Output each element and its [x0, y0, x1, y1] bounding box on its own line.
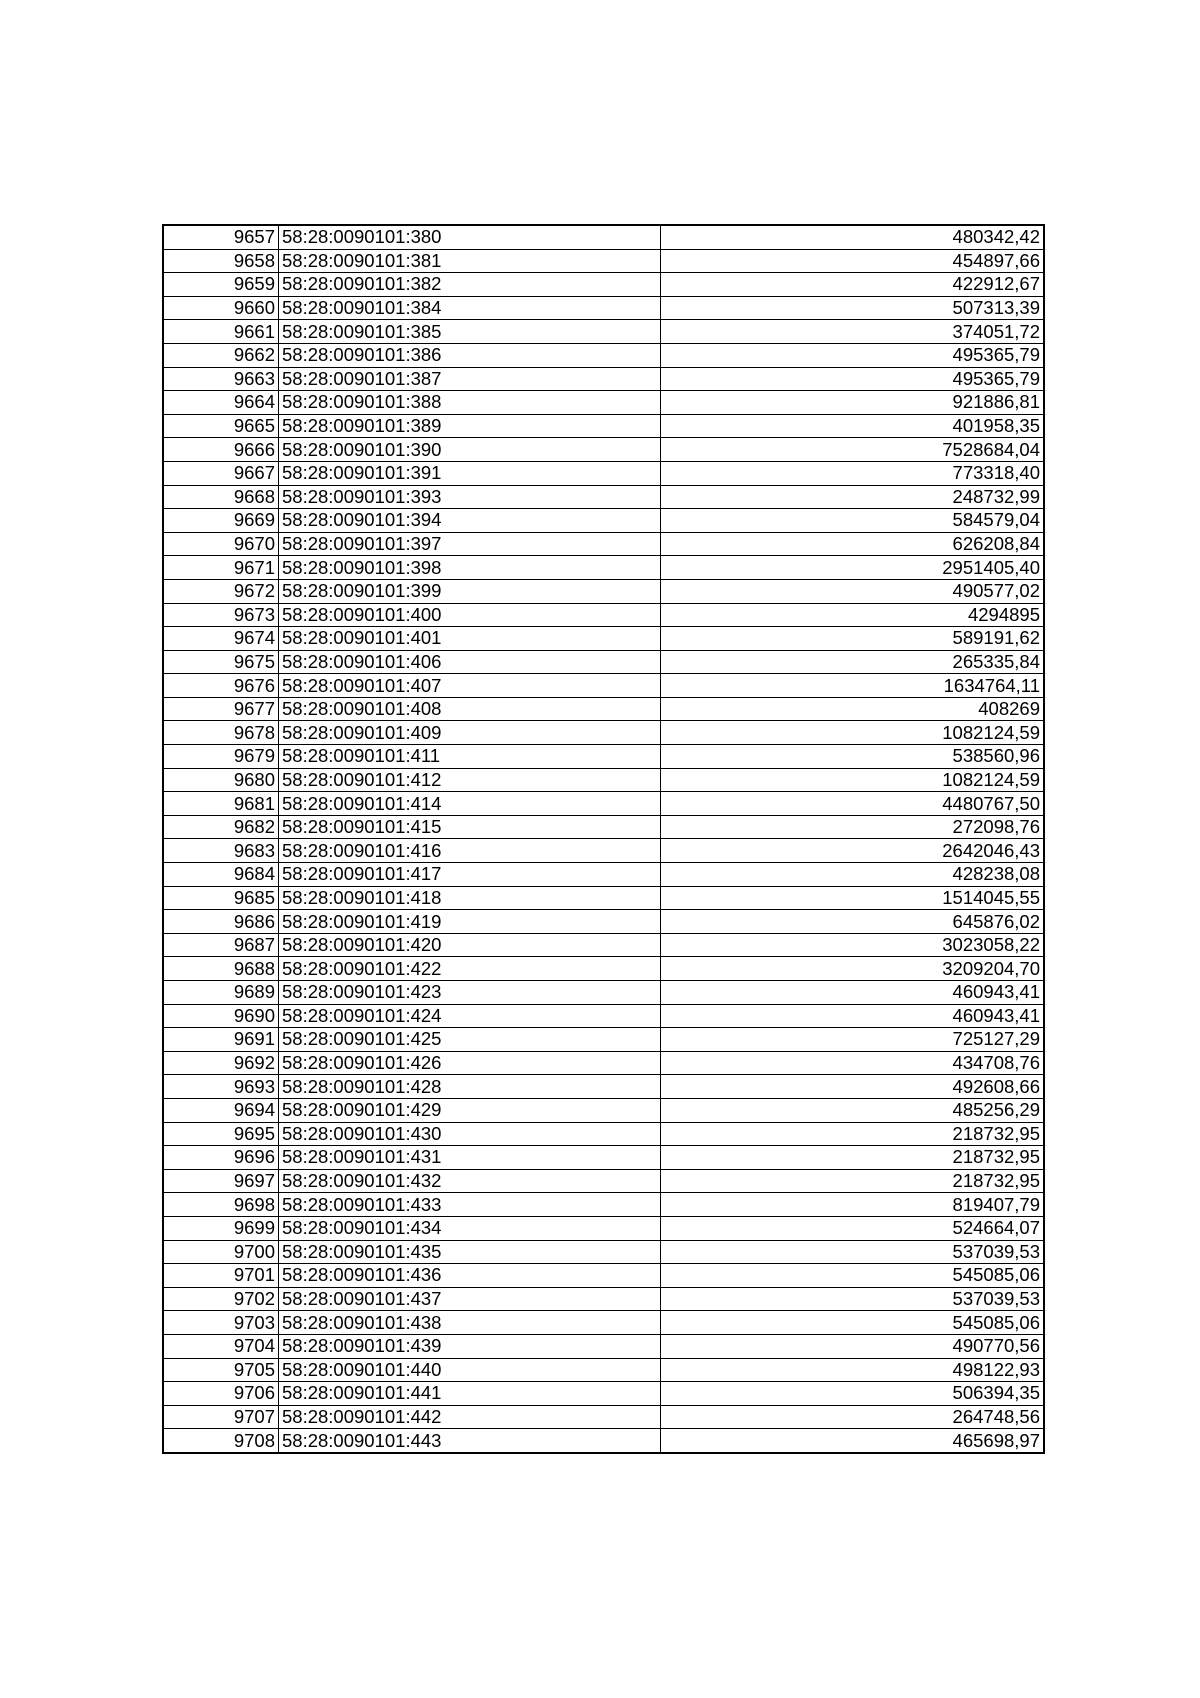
table-row: [163, 1311, 1044, 1335]
cadastral-value-cell: 490770,56: [661, 1334, 1045, 1358]
table-row: [163, 792, 1044, 816]
row-number-cell: 9686: [163, 910, 279, 934]
row-number-cell: 9676: [163, 674, 279, 698]
cadastral-number-cell: 58:28:0090101:401: [279, 627, 661, 651]
cadastral-value-cell: 265335,84: [661, 650, 1045, 674]
row-number-cell: 9697: [163, 1169, 279, 1193]
cadastral-number-cell: 58:28:0090101:424: [279, 1004, 661, 1028]
row-number-cell: 9664: [163, 391, 279, 415]
cadastral-value-cell: 248732,99: [661, 485, 1045, 509]
cadastral-value-cell: 490577,02: [661, 579, 1045, 603]
cadastral-number-cell: 58:28:0090101:415: [279, 815, 661, 839]
cadastral-number-cell: 58:28:0090101:432: [279, 1169, 661, 1193]
row-number-cell: 9693: [163, 1075, 279, 1099]
cadastral-value-cell: 506394,35: [661, 1382, 1045, 1406]
row-number-cell: 9680: [163, 768, 279, 792]
cadastral-number-cell: 58:28:0090101:425: [279, 1028, 661, 1052]
cadastral-number-cell: 58:28:0090101:441: [279, 1382, 661, 1406]
cadastral-value-cell: 495365,79: [661, 367, 1045, 391]
row-number-cell: 9663: [163, 367, 279, 391]
row-number-cell: 9682: [163, 815, 279, 839]
table-row: [163, 1264, 1044, 1288]
row-number-cell: 9692: [163, 1051, 279, 1075]
cadastral-number-cell: 58:28:0090101:417: [279, 863, 661, 887]
cadastral-value-cell: 545085,06: [661, 1311, 1045, 1335]
table-row: [163, 391, 1044, 415]
cadastral-value-cell: 428238,08: [661, 863, 1045, 887]
cadastral-number-cell: 58:28:0090101:394: [279, 509, 661, 533]
cadastral-value-cell: 645876,02: [661, 910, 1045, 934]
row-number-cell: 9657: [163, 225, 279, 249]
cadastral-value-cell: 524664,07: [661, 1216, 1045, 1240]
row-number-cell: 9685: [163, 886, 279, 910]
cadastral-value-cell: 218732,95: [661, 1122, 1045, 1146]
cadastral-value-cell: 589191,62: [661, 627, 1045, 651]
cadastral-number-cell: 58:28:0090101:426: [279, 1051, 661, 1075]
cadastral-number-cell: 58:28:0090101:418: [279, 886, 661, 910]
row-number-cell: 9689: [163, 981, 279, 1005]
cadastral-value-cell: 460943,41: [661, 981, 1045, 1005]
table-row: [163, 273, 1044, 297]
table-row: [163, 1216, 1044, 1240]
table-row: [163, 745, 1044, 769]
row-number-cell: 9678: [163, 721, 279, 745]
cadastral-value-cell: 495365,79: [661, 343, 1045, 367]
cadastral-number-cell: 58:28:0090101:412: [279, 768, 661, 792]
table-row: [163, 1382, 1044, 1406]
table-row: [163, 863, 1044, 887]
table-row: [163, 1358, 1044, 1382]
row-number-cell: 9662: [163, 343, 279, 367]
row-number-cell: 9674: [163, 627, 279, 651]
row-number-cell: 9660: [163, 296, 279, 320]
cadastral-value-cell: 454897,66: [661, 249, 1045, 273]
cadastral-number-cell: 58:28:0090101:382: [279, 273, 661, 297]
table-row: [163, 438, 1044, 462]
row-number-cell: 9661: [163, 320, 279, 344]
cadastral-value-cell: 537039,53: [661, 1240, 1045, 1264]
table-row: [163, 1051, 1044, 1075]
cadastral-number-cell: 58:28:0090101:442: [279, 1405, 661, 1429]
row-number-cell: 9677: [163, 697, 279, 721]
cadastral-value-cell: 422912,67: [661, 273, 1045, 297]
table-row: [163, 815, 1044, 839]
cadastral-value-cell: 921886,81: [661, 391, 1045, 415]
table-row: [163, 320, 1044, 344]
row-number-cell: 9672: [163, 579, 279, 603]
cadastral-number-cell: 58:28:0090101:398: [279, 556, 661, 580]
cadastral-value-cell: 2642046,43: [661, 839, 1045, 863]
cadastral-value-cell: 3023058,22: [661, 933, 1045, 957]
table-row: [163, 650, 1044, 674]
row-number-cell: 9707: [163, 1405, 279, 1429]
row-number-cell: 9671: [163, 556, 279, 580]
cadastral-value-cell: 2951405,40: [661, 556, 1045, 580]
cadastral-number-cell: 58:28:0090101:385: [279, 320, 661, 344]
table-row: [163, 556, 1044, 580]
cadastral-number-cell: 58:28:0090101:414: [279, 792, 661, 816]
row-number-cell: 9679: [163, 745, 279, 769]
table-row: [163, 910, 1044, 934]
table-row: [163, 1004, 1044, 1028]
cadastral-number-cell: 58:28:0090101:407: [279, 674, 661, 698]
table-row: [163, 1193, 1044, 1217]
cadastral-number-cell: 58:28:0090101:419: [279, 910, 661, 934]
table-row: [163, 933, 1044, 957]
cadastral-value-cell: 434708,76: [661, 1051, 1045, 1075]
cadastral-number-cell: 58:28:0090101:443: [279, 1429, 661, 1453]
row-number-cell: 9667: [163, 461, 279, 485]
cadastral-number-cell: 58:28:0090101:386: [279, 343, 661, 367]
cadastral-value-cell: 1514045,55: [661, 886, 1045, 910]
row-number-cell: 9701: [163, 1264, 279, 1288]
cadastral-number-cell: 58:28:0090101:435: [279, 1240, 661, 1264]
cadastral-number-cell: 58:28:0090101:436: [279, 1264, 661, 1288]
row-number-cell: 9665: [163, 414, 279, 438]
table-row: [163, 1287, 1044, 1311]
cadastral-value-cell: 465698,97: [661, 1429, 1045, 1453]
row-number-cell: 9705: [163, 1358, 279, 1382]
table-row: [163, 532, 1044, 556]
cadastral-value-cell: 7528684,04: [661, 438, 1045, 462]
table-row: [163, 1429, 1044, 1453]
row-number-cell: 9695: [163, 1122, 279, 1146]
table-row: [163, 461, 1044, 485]
cadastral-value-cell: 264748,56: [661, 1405, 1045, 1429]
table-row: [163, 768, 1044, 792]
table-row: [163, 1098, 1044, 1122]
table-row: [163, 674, 1044, 698]
cadastral-number-cell: 58:28:0090101:440: [279, 1358, 661, 1382]
cadastral-number-cell: 58:28:0090101:397: [279, 532, 661, 556]
row-number-cell: 9687: [163, 933, 279, 957]
cadastral-value-cell: 218732,95: [661, 1169, 1045, 1193]
table-row: [163, 1405, 1044, 1429]
table-row: [163, 249, 1044, 273]
cadastral-number-cell: 58:28:0090101:434: [279, 1216, 661, 1240]
cadastral-number-cell: 58:28:0090101:411: [279, 745, 661, 769]
cadastral-value-cell: 498122,93: [661, 1358, 1045, 1382]
row-number-cell: 9708: [163, 1429, 279, 1453]
table-row: [163, 367, 1044, 391]
table-row: [163, 1334, 1044, 1358]
cadastral-number-cell: 58:28:0090101:384: [279, 296, 661, 320]
table-row: [163, 414, 1044, 438]
cadastral-value-cell: 3209204,70: [661, 957, 1045, 981]
cadastral-number-cell: 58:28:0090101:400: [279, 603, 661, 627]
cadastral-value-cell: 408269: [661, 697, 1045, 721]
row-number-cell: 9683: [163, 839, 279, 863]
row-number-cell: 9675: [163, 650, 279, 674]
cadastral-number-cell: 58:28:0090101:433: [279, 1193, 661, 1217]
cadastral-value-cell: 507313,39: [661, 296, 1045, 320]
cadastral-number-cell: 58:28:0090101:439: [279, 1334, 661, 1358]
cadastral-value-cell: 1634764,11: [661, 674, 1045, 698]
cadastral-value-cell: 480342,42: [661, 225, 1045, 249]
cadastral-number-cell: 58:28:0090101:429: [279, 1098, 661, 1122]
row-number-cell: 9698: [163, 1193, 279, 1217]
cadastral-value-cell: 537039,53: [661, 1287, 1045, 1311]
table-row: [163, 1075, 1044, 1099]
cadastral-number-cell: 58:28:0090101:437: [279, 1287, 661, 1311]
row-number-cell: 9681: [163, 792, 279, 816]
table-row: [163, 1169, 1044, 1193]
cadastral-number-cell: 58:28:0090101:381: [279, 249, 661, 273]
cadastral-number-cell: 58:28:0090101:420: [279, 933, 661, 957]
row-number-cell: 9659: [163, 273, 279, 297]
cadastral-number-cell: 58:28:0090101:406: [279, 650, 661, 674]
cadastral-value-table: [162, 224, 1045, 1454]
table-row: [163, 721, 1044, 745]
row-number-cell: 9673: [163, 603, 279, 627]
row-number-cell: 9706: [163, 1382, 279, 1406]
table-row: [163, 579, 1044, 603]
table-row: [163, 343, 1044, 367]
cadastral-value-cell: 538560,96: [661, 745, 1045, 769]
table-row: [163, 225, 1044, 249]
cadastral-number-cell: 58:28:0090101:422: [279, 957, 661, 981]
cadastral-value-cell: 584579,04: [661, 509, 1045, 533]
cadastral-number-cell: 58:28:0090101:390: [279, 438, 661, 462]
cadastral-number-cell: 58:28:0090101:431: [279, 1146, 661, 1170]
cadastral-value-cell: 401958,35: [661, 414, 1045, 438]
row-number-cell: 9666: [163, 438, 279, 462]
cadastral-value-cell: 272098,76: [661, 815, 1045, 839]
row-number-cell: 9704: [163, 1334, 279, 1358]
table-row: [163, 603, 1044, 627]
cadastral-number-cell: 58:28:0090101:387: [279, 367, 661, 391]
row-number-cell: 9696: [163, 1146, 279, 1170]
table-row: [163, 886, 1044, 910]
cadastral-value-cell: 819407,79: [661, 1193, 1045, 1217]
row-number-cell: 9703: [163, 1311, 279, 1335]
table-row: [163, 485, 1044, 509]
row-number-cell: 9658: [163, 249, 279, 273]
row-number-cell: 9699: [163, 1216, 279, 1240]
cadastral-number-cell: 58:28:0090101:408: [279, 697, 661, 721]
cadastral-number-cell: 58:28:0090101:388: [279, 391, 661, 415]
row-number-cell: 9688: [163, 957, 279, 981]
row-number-cell: 9684: [163, 863, 279, 887]
cadastral-number-cell: 58:28:0090101:416: [279, 839, 661, 863]
table-row: [163, 839, 1044, 863]
row-number-cell: 9669: [163, 509, 279, 533]
table-row: [163, 1146, 1044, 1170]
cadastral-number-cell: 58:28:0090101:389: [279, 414, 661, 438]
cadastral-value-cell: 218732,95: [661, 1146, 1045, 1170]
cadastral-number-cell: 58:28:0090101:409: [279, 721, 661, 745]
cadastral-value-cell: 1082124,59: [661, 721, 1045, 745]
cadastral-value-cell: 626208,84: [661, 532, 1045, 556]
cadastral-number-cell: 58:28:0090101:430: [279, 1122, 661, 1146]
row-number-cell: 9700: [163, 1240, 279, 1264]
row-number-cell: 9670: [163, 532, 279, 556]
row-number-cell: 9690: [163, 1004, 279, 1028]
cadastral-number-cell: 58:28:0090101:428: [279, 1075, 661, 1099]
cadastral-value-cell: 492608,66: [661, 1075, 1045, 1099]
cadastral-value-cell: 773318,40: [661, 461, 1045, 485]
cadastral-number-cell: 58:28:0090101:399: [279, 579, 661, 603]
row-number-cell: 9694: [163, 1098, 279, 1122]
cadastral-number-cell: 58:28:0090101:391: [279, 461, 661, 485]
cadastral-value-cell: 374051,72: [661, 320, 1045, 344]
cadastral-number-cell: 58:28:0090101:380: [279, 225, 661, 249]
row-number-cell: 9691: [163, 1028, 279, 1052]
cadastral-value-cell: 485256,29: [661, 1098, 1045, 1122]
cadastral-value-cell: 460943,41: [661, 1004, 1045, 1028]
cadastral-number-cell: 58:28:0090101:393: [279, 485, 661, 509]
table-row: [163, 627, 1044, 651]
cadastral-value-cell: 4294895: [661, 603, 1045, 627]
table-row: [163, 957, 1044, 981]
cadastral-value-cell: 545085,06: [661, 1264, 1045, 1288]
cadastral-number-cell: 58:28:0090101:438: [279, 1311, 661, 1335]
cadastral-value-cell: 1082124,59: [661, 768, 1045, 792]
table-row: [163, 697, 1044, 721]
table-body: [163, 225, 1044, 1453]
cadastral-value-cell: 725127,29: [661, 1028, 1045, 1052]
cadastral-value-cell: 4480767,50: [661, 792, 1045, 816]
table-row: [163, 1240, 1044, 1264]
row-number-cell: 9668: [163, 485, 279, 509]
table-row: [163, 1028, 1044, 1052]
table-row: [163, 981, 1044, 1005]
row-number-cell: 9702: [163, 1287, 279, 1311]
table-row: [163, 296, 1044, 320]
cadastral-number-cell: 58:28:0090101:423: [279, 981, 661, 1005]
table-row: [163, 1122, 1044, 1146]
table-row: [163, 509, 1044, 533]
